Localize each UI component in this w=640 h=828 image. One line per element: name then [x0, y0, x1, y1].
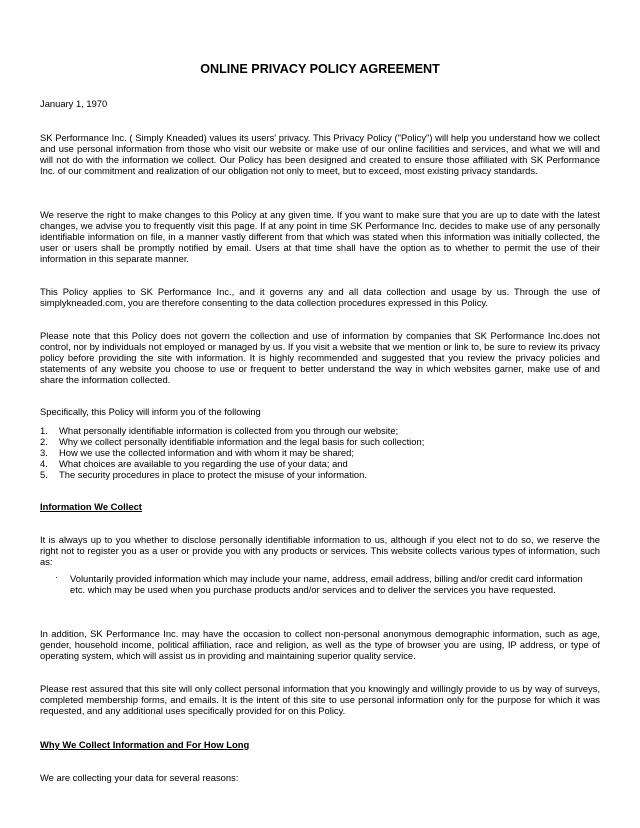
policy-date: January 1, 1970	[40, 98, 108, 109]
bullet-marker: ·	[55, 572, 58, 582]
list-item-text: What choices are available to you regarding the use of your data; and	[59, 458, 348, 469]
list-item	[40, 458, 600, 469]
list-item	[40, 425, 600, 436]
policy-topics-list	[40, 425, 600, 480]
paragraph-changes: We reserve the right to make changes to this Policy at any given time. If you want to make sure that you are up to date with the latest changes, we advise you to frequently visit this page. If at any point in time SK Performance Inc. decides to make use of any personally identifiable information on file, in a manner vastly different from that which was stated when this information was initially collected, the user or users shall be promptly notified by email. Users at that time shall have the option as to whether to permit the use of their information in this separate manner.	[40, 209, 600, 264]
list-item-number: 1.	[40, 425, 48, 436]
list-item-number: 4.	[40, 458, 48, 469]
list-item	[40, 469, 600, 480]
paragraph-addition: In addition, SK Performance Inc. may have the occasion to collect non-personal anonymous demographic information, such as age, gender, household income, political affiliation, race and religion, as well as the type of browser you are using, IP address, or type of operating system, which will assist us in providing and maintaining superior quality service.	[40, 628, 600, 661]
list-item-number: 2.	[40, 436, 48, 447]
list-item-number: 3.	[40, 447, 48, 458]
paragraph-specifically: Specifically, this Policy will inform you of the following	[40, 406, 261, 417]
list-item-number: 5.	[40, 469, 48, 480]
list-item	[40, 447, 600, 458]
paragraph-note: Please note that this Policy does not govern the collection and use of information by companies that SK Performance Inc.does not control, nor by individuals not employed or managed by us. If you visit a website that we mention or link to, be sure to review its privacy policy before providing the site with information. It is highly recommended and suggested that you review the privacy policies and statements of any website you choose to use or frequent to better understand the way in which websites garner, make use of and share the information collected.	[40, 330, 600, 385]
list-item-text: Why we collect personally identifiable information and the legal basis for such collection;	[59, 436, 425, 447]
paragraph-disclose: It is always up to you whether to disclose personally identifiable information to us, although if you elect not to do so, we reserve the right not to register you as a user or provide you with any products or services. This website collects various types of information, such as:	[40, 534, 600, 567]
list-item	[40, 436, 600, 447]
list-item-text: What personally identifiable information is collected from you through our website;	[59, 425, 399, 436]
page-title: ONLINE PRIVACY POLICY AGREEMENT	[200, 62, 440, 76]
paragraph-reasons: We are collecting your data for several reasons:	[40, 772, 239, 783]
paragraph-applies: This Policy applies to SK Performance Inc., and it governs any and all data collection and usage by us. Through the use of simplykneaded.com, you are therefore consenting to the data collection procedures expressed in this Policy.	[40, 286, 600, 308]
list-item-text: How we use the collected information and with whom it may be shared;	[59, 447, 354, 458]
heading-information-we-collect: Information We Collect	[40, 501, 142, 512]
paragraph-intro: SK Performance Inc. ( Simply Kneaded) values its users' privacy. This Privacy Policy ("Policy") will help you understand how we collect and use personal information from those who visit our website or make use of our online facilities and services, and what we will and will not do with the information we collect. Our Policy has been designed and created to ensure those affiliated with SK Performance Inc. of our commitment and realization of our obligation not only to meet, but to exceed, most existing privacy standards.	[40, 132, 600, 176]
heading-why-we-collect: Why We Collect Information and For How Long	[40, 739, 250, 750]
paragraph-assured: Please rest assured that this site will only collect personal information that you knowingly and willingly provide to us by way of surveys, completed membership forms, and emails. It is the intent of this site to use personal information only for the purpose for which it was requested, and any additional uses specifically provided for on this Policy.	[40, 683, 600, 716]
bullet-text: Voluntarily provided information which may include your name, address, email address, billing and/or credit card information etc. which may be used when you purchase products and/or services and to deliver the services you have requested.	[70, 573, 583, 595]
bullet-item	[55, 572, 598, 595]
list-item-text: The security procedures in place to protect the misuse of your information.	[59, 469, 367, 480]
